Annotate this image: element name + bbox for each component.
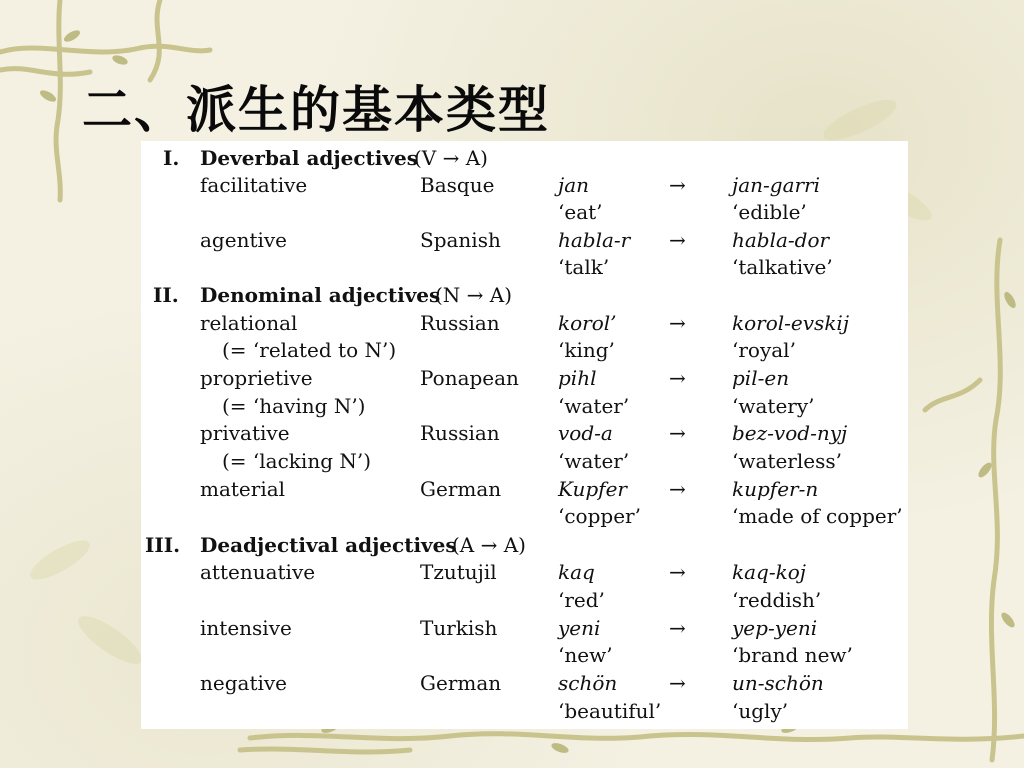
derived-cell: un-schön	[732, 671, 824, 695]
language-cell: Tzutujil	[420, 560, 497, 584]
section-numeral: I.	[163, 146, 180, 170]
language-cell: Spanish	[420, 228, 501, 252]
base-cell: kaq	[558, 560, 595, 584]
language-cell: Ponapean	[420, 366, 519, 390]
base-cell: Kupfer	[558, 477, 627, 501]
base-gloss-cell: ‘red’	[558, 588, 605, 612]
derived-cell: kupfer-n	[732, 477, 819, 501]
language-cell: Russian	[420, 311, 500, 335]
derived-gloss-cell: ‘edible’	[732, 200, 807, 224]
derived-gloss-cell: ‘brand new’	[732, 643, 853, 667]
language-cell: Basque	[420, 173, 495, 197]
arrow-icon: →	[669, 228, 686, 252]
section-relation: (N → A)	[435, 283, 513, 307]
type-cell: negative	[200, 671, 288, 695]
type-cell: facilitative	[200, 173, 308, 197]
derived-cell: korol-evskij	[732, 311, 850, 335]
language-cell: German	[420, 477, 502, 501]
adjective-derivation-table	[141, 141, 908, 729]
section-numeral: II.	[153, 283, 179, 307]
base-cell: jan	[558, 173, 590, 197]
type-cell: proprietive	[200, 366, 313, 390]
derived-gloss-cell: ‘ugly’	[732, 699, 789, 723]
base-gloss-cell: ‘water’	[558, 394, 630, 418]
derived-cell: habla-dor	[732, 228, 830, 252]
type-cell: material	[200, 477, 286, 501]
base-gloss-cell: ‘king’	[558, 338, 615, 362]
derived-gloss-cell: ‘talkative’	[732, 255, 833, 279]
base-cell: pihl	[558, 366, 597, 390]
arrow-icon: →	[669, 366, 686, 390]
base-gloss-cell: ‘beautiful’	[558, 699, 662, 723]
derived-gloss-cell: ‘made of copper’	[732, 504, 903, 528]
base-gloss-cell: ‘water’	[558, 449, 630, 473]
derived-cell: kaq-koj	[732, 560, 806, 584]
type-cell: attenuative	[200, 560, 316, 584]
note-cell: (= ‘lacking N’)	[222, 449, 372, 473]
note-cell: (= ‘related to N’)	[222, 338, 397, 362]
section-numeral: III.	[145, 533, 181, 557]
derived-cell: bez-vod-nyj	[732, 421, 848, 445]
derived-cell: jan-garri	[732, 173, 821, 197]
language-cell: Russian	[420, 421, 500, 445]
section-title: Deadjectival adjectives	[200, 533, 457, 557]
section-relation: (A → A)	[452, 533, 526, 557]
arrow-icon: →	[669, 616, 686, 640]
type-cell: intensive	[200, 616, 292, 640]
derived-gloss-cell: ‘reddish’	[732, 588, 822, 612]
base-gloss-cell: ‘talk’	[558, 255, 610, 279]
type-cell: relational	[200, 311, 298, 335]
base-cell: vod-a	[558, 421, 613, 445]
arrow-icon: →	[669, 173, 686, 197]
derived-gloss-cell: ‘watery’	[732, 394, 815, 418]
derived-cell: yep-yeni	[732, 616, 818, 640]
section-title: Denominal adjectives	[200, 283, 441, 307]
base-cell: habla-r	[558, 228, 631, 252]
derived-gloss-cell: ‘royal’	[732, 338, 796, 362]
base-gloss-cell: ‘new’	[558, 643, 613, 667]
note-cell: (= ‘having N’)	[222, 394, 366, 418]
type-cell: privative	[200, 421, 290, 445]
base-cell: schön	[558, 671, 618, 695]
arrow-icon: →	[669, 421, 686, 445]
section-title: Deverbal adjectives	[200, 146, 418, 170]
base-cell: yeni	[558, 616, 601, 640]
base-gloss-cell: ‘eat’	[558, 200, 603, 224]
arrow-icon: →	[669, 671, 686, 695]
base-cell: korol’	[558, 311, 617, 335]
section-relation: (V → A)	[414, 146, 488, 170]
language-cell: German	[420, 671, 502, 695]
arrow-icon: →	[669, 560, 686, 584]
language-cell: Turkish	[420, 616, 498, 640]
type-cell: agentive	[200, 228, 288, 252]
base-gloss-cell: ‘copper’	[558, 504, 641, 528]
arrow-icon: →	[669, 477, 686, 501]
derived-cell: pil-en	[732, 366, 790, 390]
derived-gloss-cell: ‘waterless’	[732, 449, 842, 473]
slide-title: 二、派生的基本类型	[82, 81, 550, 139]
arrow-icon: →	[669, 311, 686, 335]
